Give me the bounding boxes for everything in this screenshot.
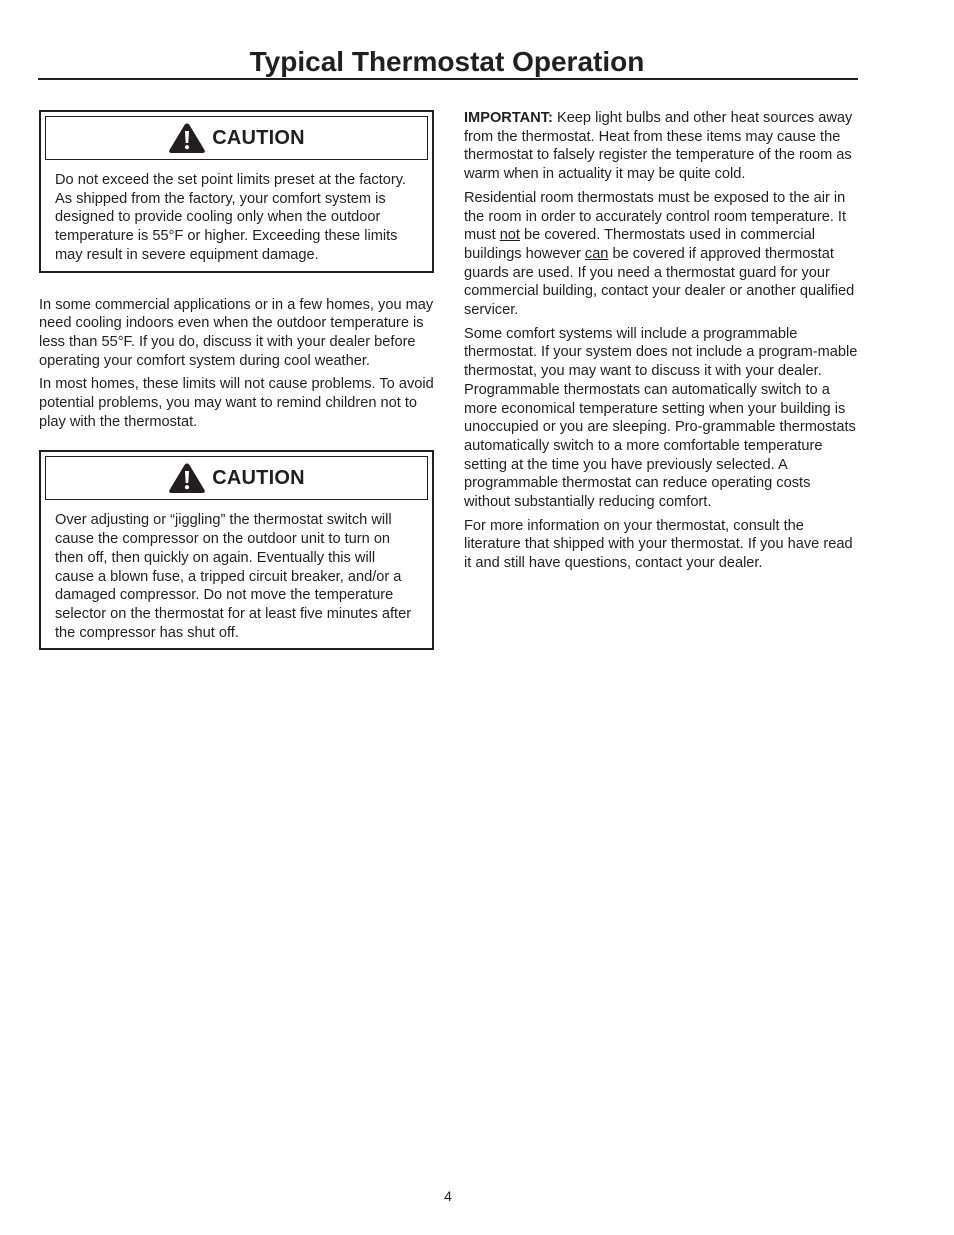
caution-header-2 [45,456,428,500]
warning-triangle-icon [168,462,206,494]
important-text: Keep light bulbs and other heat sources away from the thermostat. Heat from these items may cause the thermostat to falsely register the temperature of the room as warm when in actuality it may be quite cold. [464,110,853,183]
warning-triangle-icon [168,122,206,154]
caution-box-1 [39,110,434,273]
underlined-can: can [584,245,609,262]
important-paragraph [464,109,860,184]
caution-label-1: CAUTION [212,126,305,149]
right-paragraph-3: Some comfort systems will include a programmable thermostat. If your system does not include a program-mable thermostat, you may want to discuss it with your dealer. Programmable thermostats can automatically switch to a more economical temperature setting when your building is unoccupied or you are sleeping. Pro-grammable thermostats automatically switch to a more comfortable temperature setting at the time you have previously selected. A programmable thermostat can reduce operating costs without substantially reducing comfort. [464,325,858,511]
caution-box-2 [39,450,434,650]
caution-text-1: Do not exceed the set point limits preset at the factory. As shipped from the factory, your comfort system is designed to provide cooling only when the outdoor temperature is 55°F or higher. Exceeding these limits may result in severe equipment damage. [55,172,406,263]
caution-label-2: CAUTION [212,467,305,490]
right-paragraph-4: For more information on your thermostat, consult the literature that shipped with your thermostat. If you have read it and still have questions, contact your dealer. [464,517,853,572]
right-paragraph-2 [464,189,860,320]
right-column [464,109,860,578]
page-number: 4 [444,1188,452,1204]
para2-text-c: be covered if approved thermostat guards are used. If you need a thermostat guard for your commercial building, contact your dealer or another qualified servicer. [464,245,855,319]
para2-text-a: Residential room thermostats must be exposed to the air in the room in order to accurately control room temperature. It must [464,189,847,244]
left-paragraph-2: In most homes, these limits will not cause problems. To avoid potential problems, you may want to remind children not to play with the thermostat. [39,376,434,430]
title-rule [38,78,858,80]
caution-header-1 [45,116,428,160]
caution-text-2: Over adjusting or “jiggling” the thermostat switch will cause the compressor on the outdoor unit to turn on then off, then quickly on again. Eventually this will cause a blown fuse, a tripped circuit breaker, and/or a damaged compressor. Do not move the temperature selector on the thermostat for at least five minutes after the compressor has shut off. [55,512,412,641]
left-column [39,110,435,650]
underlined-not: not [499,227,520,244]
page-title: Typical Thermostat Operation [249,46,645,77]
left-paragraph-1: In some commercial applications or in a few homes, you may need cooling indoors even when the outdoor temperature is less than 55°F. If you do, discuss it with your dealer before operating your comfort system during cool weather. [39,296,434,369]
important-label: IMPORTANT: [464,110,553,126]
para2-text-b: be covered. Thermostats used in commercial buildings however [464,227,815,262]
